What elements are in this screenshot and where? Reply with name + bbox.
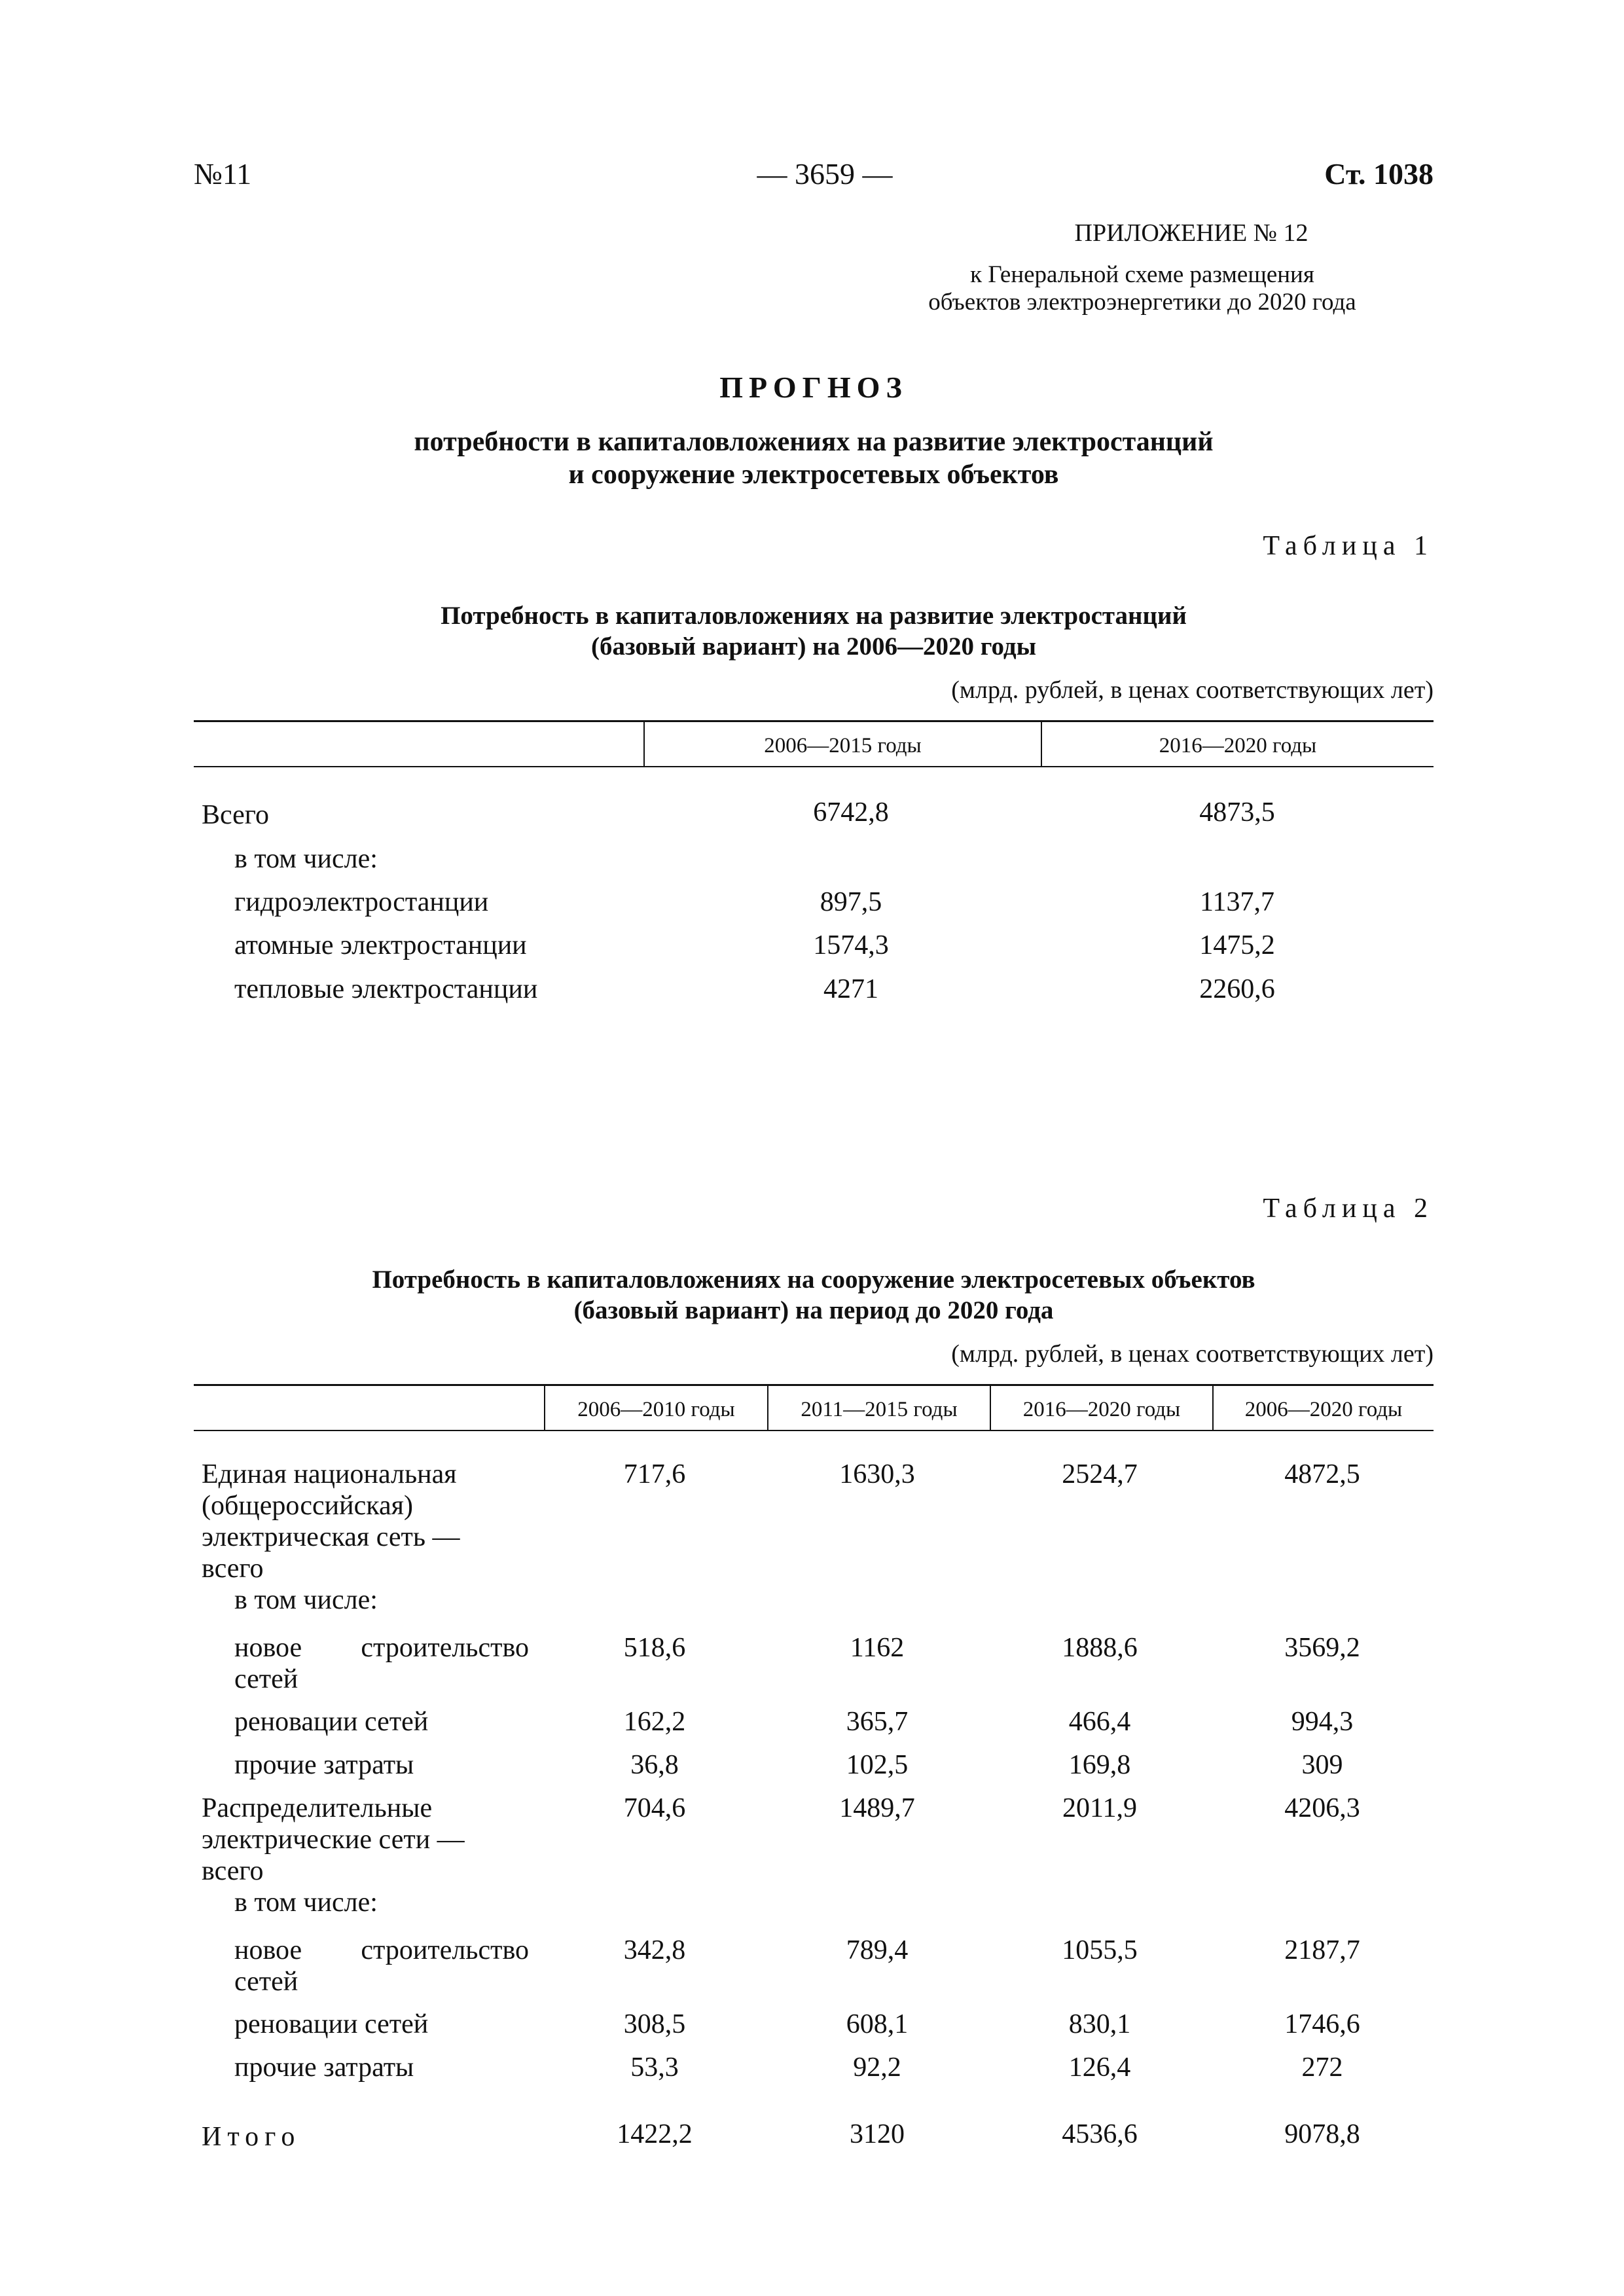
table-2-cell: 466,4: [1068, 1707, 1131, 1737]
table-2-row-label: всего: [202, 1856, 264, 1886]
table-2-cell: 102,5: [846, 1750, 909, 1780]
table-1-title-line-1: Потребность в капиталовложениях на развитие электростанций: [441, 602, 1187, 630]
table-2-row-label: реновации сетей: [234, 2009, 429, 2039]
table-2-cell: 309: [1301, 1750, 1343, 1780]
table-2-cell: 272: [1301, 2052, 1343, 2083]
table-1-units: (млрд. рублей, в ценах соответствующих лет): [951, 676, 1434, 704]
table-1-row-label: гидроэлектростанции: [234, 887, 489, 917]
article-number: Ст. 1038: [1324, 157, 1434, 191]
table-2-row-label: реновации сетей: [234, 1707, 429, 1737]
table-2-cell: 2524,7: [1062, 1459, 1138, 1489]
table-2-row-label: прочие затраты: [234, 2052, 414, 2083]
table-1-top-rule: [194, 720, 1434, 722]
table-2-cell: 342,8: [623, 1935, 686, 1965]
table-1-cell: 4271: [823, 974, 878, 1004]
table-2-row-label: сетей: [234, 1967, 298, 1997]
document-subtitle-line-2: и сооружение электросетевых объектов: [568, 460, 1059, 490]
table-1-row-label: Всего: [202, 800, 269, 830]
table-2-total-cell: 1422,2: [617, 2119, 693, 2149]
table-2-total-cell: 9078,8: [1284, 2119, 1360, 2149]
table-1-cell: 1137,7: [1200, 887, 1274, 917]
table-1-cell: 897,5: [820, 887, 882, 917]
table-2-col-header: 2016—2020 годы: [1022, 1398, 1181, 1421]
table-2-cell: 169,8: [1068, 1750, 1131, 1780]
table-1-cell: 6742,8: [813, 797, 889, 828]
table-2-cell: 4872,5: [1284, 1459, 1360, 1489]
table-2-cell: 994,3: [1291, 1707, 1354, 1737]
table-2-total-cell: 4536,6: [1062, 2119, 1138, 2149]
table-1-row-label: тепловые электростанции: [234, 974, 538, 1004]
table-2-row-label: в том числе:: [234, 1887, 378, 1918]
table-2-col-header: 2006—2010 годы: [577, 1398, 735, 1421]
document-title: ПРОГНОЗ: [719, 371, 908, 404]
table-1-cell: 2260,6: [1199, 974, 1275, 1004]
appendix-line-2: объектов электроэнергетики до 2020 года: [928, 289, 1356, 316]
table-2-row-label: новое строительство: [234, 1935, 529, 1965]
table-2-total-label: Итого: [202, 2122, 301, 2152]
table-2-cell: 789,4: [846, 1935, 909, 1965]
page-number: — 3659 —: [757, 157, 893, 191]
table-2-cell: 1489,7: [839, 1793, 915, 1823]
table-2-cell: 365,7: [846, 1707, 909, 1737]
table-2-row-label: электрическая сеть —: [202, 1522, 460, 1552]
table-2-cell: 1055,5: [1062, 1935, 1138, 1965]
table-2-cell: 92,2: [853, 2052, 901, 2083]
table-1-col-header: 2016—2020 годы: [1159, 734, 1317, 757]
table-2-cell: 53,3: [630, 2052, 679, 2083]
table-1-title-line-2: (базовый вариант) на 2006—2020 годы: [590, 632, 1037, 661]
table-2-units: (млрд. рублей, в ценах соответствующих лет): [951, 1340, 1434, 1368]
table-2-cell: 162,2: [623, 1707, 686, 1737]
table-2-cell: 4206,3: [1284, 1793, 1360, 1823]
table-2-row-label: Единая национальная: [202, 1459, 457, 1489]
table-2-col-header: 2006—2020 годы: [1244, 1398, 1403, 1421]
table-2-row-label: сетей: [234, 1664, 298, 1694]
table-2-cell: 717,6: [623, 1459, 686, 1489]
table-2-row-label: (общероссийская): [202, 1491, 413, 1521]
table-2-row-label: прочие затраты: [234, 1750, 414, 1780]
table-2-row-label: всего: [202, 1554, 264, 1584]
table-2-row-label: в том числе:: [234, 1585, 378, 1615]
table-1-cell: 1574,3: [813, 930, 889, 960]
table-1-row-label: атомные электростанции: [234, 930, 527, 960]
table-2-title-line-1: Потребность в капиталовложениях на сооружение электросетевых объектов: [372, 1266, 1255, 1294]
appendix-title: ПРИЛОЖЕНИЕ № 12: [1074, 219, 1308, 247]
table-1-cell: 1475,2: [1199, 930, 1275, 960]
document-subtitle-line-1: потребности в капиталовложениях на развитие электростанций: [414, 427, 1214, 457]
table-1-cell: 4873,5: [1199, 797, 1275, 828]
table-2-cell: 518,6: [623, 1633, 686, 1663]
table-2-cell: 3569,2: [1284, 1633, 1360, 1663]
table-2-cell: 1888,6: [1062, 1633, 1138, 1663]
table-2-cell: 126,4: [1068, 2052, 1131, 2083]
table-2-cell: 2187,7: [1284, 1935, 1360, 1965]
table-2-cell: 308,5: [623, 2009, 686, 2039]
table-1-header-rule: [194, 766, 1434, 767]
table-2-cell: 36,8: [630, 1750, 679, 1780]
table-2-header-rule: [194, 1430, 1434, 1431]
table-2-title-line-2: (базовый вариант) на период до 2020 года: [573, 1296, 1054, 1324]
table-2-top-rule: [194, 1384, 1434, 1386]
table-2-cell: 1630,3: [839, 1459, 915, 1489]
table-1-col-header: 2006—2015 годы: [764, 734, 922, 757]
table-2-row-label: новое строительство: [234, 1633, 529, 1663]
table-2-cell: 1746,6: [1284, 2009, 1360, 2039]
table-2-row-label: электрические сети —: [202, 1825, 465, 1855]
table-1-row-label: в том числе:: [234, 844, 378, 874]
table-2-col-header: 2011—2015 годы: [801, 1398, 958, 1421]
table-2-cell: 704,6: [623, 1793, 686, 1823]
table-1-label: Таблица 1: [1263, 531, 1434, 561]
appendix-line-1: к Генеральной схеме размещения: [970, 261, 1314, 288]
table-2-cell: 608,1: [846, 2009, 909, 2039]
table-2-label: Таблица 2: [1263, 1194, 1434, 1224]
table-2-cell: 2011,9: [1062, 1793, 1137, 1823]
issue-number: №11: [194, 157, 252, 191]
table-2-cell: 1162: [850, 1633, 905, 1663]
table-2-cell: 830,1: [1068, 2009, 1131, 2039]
table-2-row-label: Распределительные: [202, 1793, 433, 1823]
table-2-total-cell: 3120: [850, 2119, 905, 2149]
